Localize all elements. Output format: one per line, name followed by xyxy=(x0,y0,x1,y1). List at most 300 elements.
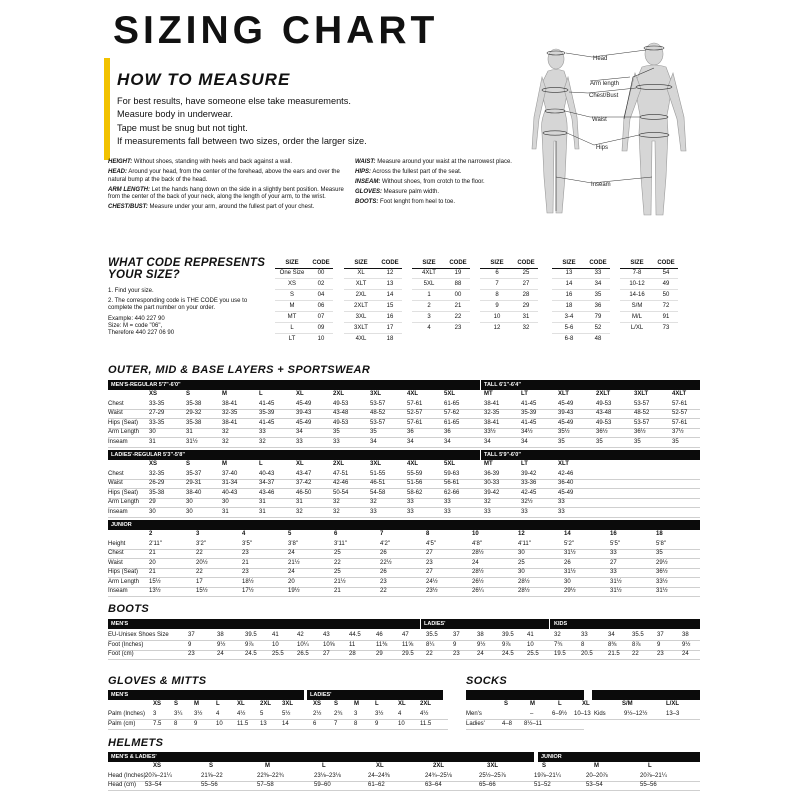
cell: 10⅝ xyxy=(323,641,335,648)
cell: 23⅛–23⅛ xyxy=(314,773,341,779)
cell: 20–20⅞ xyxy=(586,773,608,779)
size-label: 14 xyxy=(564,531,571,537)
cell: 31 xyxy=(222,508,229,515)
cell: 24 xyxy=(682,651,689,658)
size-cell: One Size xyxy=(275,268,309,279)
junior-label: JUNIOR xyxy=(541,754,562,760)
mens-label: MEN'S xyxy=(111,692,129,698)
size-label: M xyxy=(594,763,599,769)
cell: 8¼ xyxy=(426,641,435,648)
cell: 18½ xyxy=(242,578,254,585)
example-line: Size: M = code "06", xyxy=(108,322,163,329)
table-row xyxy=(552,301,610,312)
cell: 43-48 xyxy=(596,410,612,417)
cell: 33 xyxy=(558,508,565,515)
cell: 51–52 xyxy=(534,782,551,789)
cell: 35-38 xyxy=(186,419,202,426)
cell: 20⅞–21¼ xyxy=(145,773,172,779)
code-cell: 49 xyxy=(654,279,678,290)
tall-label: TALL 6'1"-6'4" xyxy=(484,382,521,388)
code-cell: 06 xyxy=(309,301,333,312)
row-label: Arm Length xyxy=(108,429,140,436)
cell: 32 xyxy=(370,499,377,506)
size-label: S xyxy=(186,461,191,467)
cell: 31 xyxy=(296,499,303,506)
cell: 30 xyxy=(222,499,229,506)
size-cell: XLT xyxy=(344,279,378,290)
cell: 35.5 xyxy=(632,632,644,638)
table-row xyxy=(108,587,700,597)
group-label: LADIES'-REGULAR 5'3"-5'8" xyxy=(111,452,185,458)
code-header: CODE xyxy=(586,259,610,268)
code-cell: 29 xyxy=(514,301,538,312)
table-row xyxy=(412,301,470,312)
cell: 36½ xyxy=(656,569,668,576)
table-row xyxy=(620,279,678,290)
size-header: SIZE xyxy=(344,259,378,268)
size-label: L xyxy=(259,391,263,397)
size-label: XS xyxy=(153,763,162,769)
boots-header-bar xyxy=(108,619,700,629)
size-cell: 16 xyxy=(552,290,586,301)
cell: 7¾ xyxy=(554,641,563,648)
row-label: Inseam xyxy=(108,588,128,594)
table-row xyxy=(275,268,333,279)
table-row xyxy=(466,720,584,730)
cell: 24½ xyxy=(426,578,438,585)
cell: 57-61 xyxy=(672,419,688,426)
row-label: Foot (Inches) xyxy=(108,641,144,648)
cell: 36-39 xyxy=(484,471,500,477)
cell: 26¼ xyxy=(472,588,484,594)
row-label: Waist xyxy=(108,480,123,487)
cell: 30 xyxy=(186,508,193,515)
gloves-title: GLOVES & MITTS xyxy=(108,675,207,687)
cell: 23 xyxy=(380,578,387,585)
cell: 32 xyxy=(554,632,561,638)
size-label: 3XL xyxy=(370,391,382,397)
cell: 58-62 xyxy=(407,489,423,496)
cell: 57-61 xyxy=(672,401,688,407)
cell: 35 xyxy=(596,438,603,445)
mens-header-bar xyxy=(108,690,304,700)
mens-ladies-header-bar xyxy=(108,752,534,762)
cell: 3½ xyxy=(194,711,203,717)
cell: 32 xyxy=(296,508,303,515)
size-header: SIZE xyxy=(620,259,654,268)
table-row xyxy=(108,781,700,791)
cell: 21½ xyxy=(288,559,300,566)
cell: 50-54 xyxy=(333,489,349,496)
cell: 53-57 xyxy=(370,419,386,426)
size-label: MT xyxy=(484,461,493,467)
code-header: CODE xyxy=(654,259,678,268)
row-label: Ladies' xyxy=(466,720,485,727)
cell: 32 xyxy=(222,438,229,445)
table-row xyxy=(620,268,678,279)
cell: 53-57 xyxy=(634,419,650,426)
cell: 36½ xyxy=(634,429,646,436)
size-label: M xyxy=(222,391,227,397)
code-cell: 34 xyxy=(586,279,610,290)
measure-definitions-left xyxy=(108,159,346,214)
cell: 33-35 xyxy=(149,401,165,407)
size-cell: LT xyxy=(275,333,309,344)
cell: 42-46 xyxy=(558,471,574,477)
table-row xyxy=(108,650,700,660)
step-2: 2. The corresponding code is THE CODE you use to complete the part number on your order. xyxy=(108,298,248,312)
cell: 5½ xyxy=(282,711,291,717)
table-row xyxy=(552,312,610,323)
ladies-header-bar xyxy=(307,690,443,700)
cell: 11.5 xyxy=(420,720,432,727)
cell: 41-45 xyxy=(259,401,275,407)
cell: 3 xyxy=(354,711,358,717)
size-cell: 2XL xyxy=(344,290,378,301)
row-label: Hips (Seat) xyxy=(108,569,139,576)
cell: 39-43 xyxy=(296,410,312,417)
cell: 22⅜–22¾ xyxy=(257,773,284,779)
size-cell: M/L xyxy=(620,312,654,323)
code-cell: 00 xyxy=(446,290,470,301)
cell: 14 xyxy=(282,720,289,727)
cell: 61–62 xyxy=(368,782,385,789)
cell: 46-51 xyxy=(370,480,386,487)
figure-label: Chest/Bust xyxy=(589,93,619,99)
cell: 34 xyxy=(407,438,414,445)
size-cell: MT xyxy=(275,312,309,323)
size-cell: 4XL xyxy=(344,333,378,344)
cell: 10 xyxy=(527,641,534,648)
code-cell: 14 xyxy=(378,290,402,301)
code-header: CODE xyxy=(446,259,470,268)
cell: 26.5 xyxy=(297,651,309,658)
size-cell: 3-4 xyxy=(552,312,586,323)
cell: 38-41 xyxy=(222,401,238,407)
table-row xyxy=(344,322,402,333)
size-cell: 7-8 xyxy=(620,268,654,279)
size-label: XS xyxy=(149,461,158,467)
cell: 35 xyxy=(656,550,663,557)
table-row xyxy=(275,333,333,344)
cell: 7 xyxy=(334,720,338,727)
table-row xyxy=(620,290,678,301)
cell: 24 xyxy=(477,651,484,658)
cell: 54-58 xyxy=(370,489,386,496)
cell: 55–56 xyxy=(201,782,218,789)
size-cell: 10 xyxy=(480,312,514,323)
cell: 8⅜ xyxy=(608,641,617,648)
cell: 33 xyxy=(581,632,588,638)
cell: 33-36 xyxy=(521,480,537,487)
cell: 39-42 xyxy=(484,489,500,496)
size-label: 3 xyxy=(196,531,200,537)
cell: 2'11" xyxy=(149,541,162,547)
cell: 44.5 xyxy=(349,632,361,638)
code-cell: 16 xyxy=(378,312,402,323)
row-label: EU-Unisex Shoes Size xyxy=(108,632,169,638)
cell: 52-57 xyxy=(672,410,688,417)
boots-divider xyxy=(420,619,421,629)
size-label: 5 xyxy=(288,531,292,537)
cell: 23½ xyxy=(426,588,438,594)
cell: 23 xyxy=(242,569,249,576)
size-cell: L xyxy=(275,322,309,333)
cell: 23 xyxy=(657,651,664,658)
cell: 21 xyxy=(149,569,156,576)
cell: 25.5 xyxy=(272,651,284,658)
cell: 21⅝–22 xyxy=(201,773,223,779)
size-label: LT xyxy=(521,461,528,467)
cell: 41-45 xyxy=(521,401,537,407)
group-label: MEN'S-REGULAR 5'7"-6'0" xyxy=(111,382,181,388)
size-cell: 5XL xyxy=(412,279,446,290)
cell: 8 xyxy=(581,641,585,648)
table-row xyxy=(552,290,610,301)
cell: 4½ xyxy=(420,711,429,717)
table-row xyxy=(480,322,538,333)
size-header: SIZE xyxy=(480,259,514,268)
code-cell: 50 xyxy=(654,290,678,301)
code-cell: 27 xyxy=(514,279,538,290)
cell: 27-29 xyxy=(149,410,165,417)
size-cell: 14 xyxy=(552,279,586,290)
definition: HEAD: Around your head, from the center of the forehead, above the ears and over the natural bump at the back of the head. xyxy=(108,168,340,183)
size-label: 6 xyxy=(334,531,338,537)
cell: 34 xyxy=(370,438,377,445)
size-label: 3XL xyxy=(487,763,499,769)
row-label: Foot (cm) xyxy=(108,651,134,658)
cell: 39.5 xyxy=(245,632,257,638)
cell: 10–13 xyxy=(574,711,591,717)
size-row xyxy=(108,390,700,399)
cell: 33 xyxy=(610,569,617,576)
example-line: Therefore 440 227 06 90 xyxy=(108,330,175,337)
cell: 31½ xyxy=(610,578,622,585)
kids-label: KIDS xyxy=(554,621,568,627)
cell: 45-49 xyxy=(558,489,574,496)
code-cell: 25 xyxy=(514,268,538,279)
cell: 22 xyxy=(196,550,203,557)
cell: 31-34 xyxy=(222,480,238,487)
table-row xyxy=(275,322,333,333)
cell: 35-39 xyxy=(521,410,537,417)
helmets-title: HELMETS xyxy=(108,737,164,749)
header-row xyxy=(620,259,678,268)
socks-title: SOCKS xyxy=(466,675,508,687)
measure-definitions-right xyxy=(355,159,530,209)
size-label: 7 xyxy=(380,531,384,537)
size-label: L xyxy=(558,701,562,707)
code-header: CODE xyxy=(378,259,402,268)
cell: 9½ xyxy=(217,641,226,648)
cell: 5 xyxy=(260,711,264,717)
size-label: XL xyxy=(296,461,304,467)
cell: 55-59 xyxy=(407,471,423,477)
cell: 24¾–25⅛ xyxy=(425,773,452,779)
cell: 38 xyxy=(477,632,484,638)
cell: 46 xyxy=(376,632,383,638)
cell: 38 xyxy=(217,632,224,638)
cell: 22½ xyxy=(380,559,392,566)
size-label: M xyxy=(194,701,199,707)
accent-bar xyxy=(104,58,110,160)
boots-divider xyxy=(549,619,550,629)
size-label: 2XL xyxy=(333,461,345,467)
cell: 57-62 xyxy=(444,410,460,417)
size-label: S xyxy=(174,701,179,707)
cell: 9⅞ xyxy=(502,641,511,648)
size-label: L xyxy=(375,701,379,707)
cell: 39.5 xyxy=(502,632,514,638)
cell: 35-38 xyxy=(186,401,202,407)
figure-label: Waist xyxy=(592,117,607,123)
tall-divider xyxy=(480,450,481,460)
cell: 38-41 xyxy=(484,401,500,407)
row-label: Kids xyxy=(594,711,606,717)
cell: 31½ xyxy=(186,438,198,445)
intro-line: Measure body in underwear. xyxy=(117,109,233,120)
cell: 9 xyxy=(453,641,457,648)
cell: 8 xyxy=(354,720,358,727)
cell: 51-56 xyxy=(407,480,423,487)
cell: 24 xyxy=(472,559,479,566)
cell: 34 xyxy=(521,438,528,445)
code-cell: 17 xyxy=(378,322,402,333)
size-label: 12 xyxy=(518,531,525,537)
row-label: Waist xyxy=(108,559,123,566)
size-code-table xyxy=(412,259,470,333)
cell: 52-57 xyxy=(407,410,423,417)
cell: 28 xyxy=(349,651,356,658)
cell: 42 xyxy=(297,632,304,638)
cell: 33 xyxy=(558,499,565,506)
cell: 17 xyxy=(196,578,203,585)
size-label: 2XL xyxy=(333,391,345,397)
cell: 3'11" xyxy=(334,541,347,547)
cell: 4 xyxy=(216,711,220,717)
size-header: SIZE xyxy=(552,259,586,268)
cell: 26 xyxy=(380,569,387,576)
table-row xyxy=(480,312,538,323)
intro-line: Tape must be snug but not tight. xyxy=(117,122,248,133)
code-cell: 72 xyxy=(654,301,678,312)
cell: 25 xyxy=(334,569,341,576)
cell: 43-48 xyxy=(333,410,349,417)
mens-label: MEN'S xyxy=(111,621,129,627)
cell: 3 xyxy=(153,711,157,717)
ladies-label: LADIES' xyxy=(424,621,446,627)
size-row xyxy=(108,460,700,469)
table-row xyxy=(108,720,448,730)
table-row xyxy=(275,279,333,290)
size-label: S xyxy=(504,701,509,707)
cell: 24 xyxy=(217,651,224,658)
how-to-measure-heading: HOW TO MEASURE xyxy=(117,70,291,89)
cell: 24 xyxy=(288,550,295,557)
cell: 34 xyxy=(444,438,451,445)
cell: 28½ xyxy=(472,550,484,557)
code-cell: 18 xyxy=(378,333,402,344)
cell: 42-45 xyxy=(521,489,537,496)
cell: 8½–11 xyxy=(524,720,542,727)
cell: 32 xyxy=(333,508,340,515)
cell: 9⅞ xyxy=(245,641,254,648)
table-row xyxy=(412,268,470,279)
table-row xyxy=(344,279,402,290)
cell: 53-57 xyxy=(370,401,386,407)
cell: 56-61 xyxy=(444,480,460,487)
cell: 34 xyxy=(608,632,615,638)
cell: 36 xyxy=(407,429,414,436)
table-row xyxy=(620,301,678,312)
cell: 57-61 xyxy=(407,401,423,407)
cell: 41 xyxy=(527,632,534,638)
cell: 32-35 xyxy=(484,410,500,417)
code-cell: 15 xyxy=(378,301,402,312)
cell: 17½ xyxy=(242,588,254,594)
definition: HIPS: Across the fullest part of the seat. xyxy=(355,168,462,175)
cell: 33 xyxy=(259,429,266,436)
code-cell: 04 xyxy=(309,290,333,301)
row-label: Palm (cm) xyxy=(108,720,136,727)
size-label: 2 xyxy=(149,531,153,537)
size-label: L xyxy=(216,701,220,707)
code-cell: 88 xyxy=(446,279,470,290)
cell: 15½ xyxy=(149,578,161,585)
cell: 28½ xyxy=(518,578,530,585)
cell: 32-35 xyxy=(149,471,165,477)
figure-label: Arm length xyxy=(590,81,620,87)
cell: 21.5 xyxy=(608,651,620,658)
table-row xyxy=(275,290,333,301)
table-row xyxy=(480,279,538,290)
cell: 34 xyxy=(484,438,491,445)
cell: 8 xyxy=(174,720,178,727)
code-cell: 23 xyxy=(446,322,470,333)
cell: 57-61 xyxy=(407,419,423,426)
size-cell: 3XL xyxy=(344,312,378,323)
cell: 29½ xyxy=(564,588,576,594)
code-cell: 12 xyxy=(378,268,402,279)
definition: BOOTS: Foot lenght from heel to toe. xyxy=(355,198,456,205)
table-row xyxy=(552,268,610,279)
cell: 27 xyxy=(610,559,617,566)
table-row xyxy=(344,301,402,312)
cell: 32 xyxy=(259,438,266,445)
cell: 19⅞–21¼ xyxy=(534,773,561,779)
cell: 38-41 xyxy=(222,419,238,426)
size-label: 4 xyxy=(242,531,246,537)
size-label: 5XL xyxy=(444,461,456,467)
size-label: 4XL xyxy=(407,461,419,467)
size-label: S/M xyxy=(622,701,633,707)
cell: 27 xyxy=(426,550,433,557)
row-label: Palm (Inches) xyxy=(108,711,146,717)
table-row xyxy=(344,333,402,344)
cell: 29-31 xyxy=(186,480,202,487)
cell: 30 xyxy=(518,569,525,576)
boots-title: BOOTS xyxy=(108,603,150,615)
code-cell: 19 xyxy=(446,268,470,279)
cell: 31½ xyxy=(610,588,622,594)
size-cell: 14-16 xyxy=(620,290,654,301)
cell: 43 xyxy=(323,632,330,638)
cell: 49-53 xyxy=(596,419,612,426)
junior-header-bar xyxy=(538,752,700,762)
cell: 45-49 xyxy=(558,401,574,407)
cell: 47-51 xyxy=(333,471,349,477)
